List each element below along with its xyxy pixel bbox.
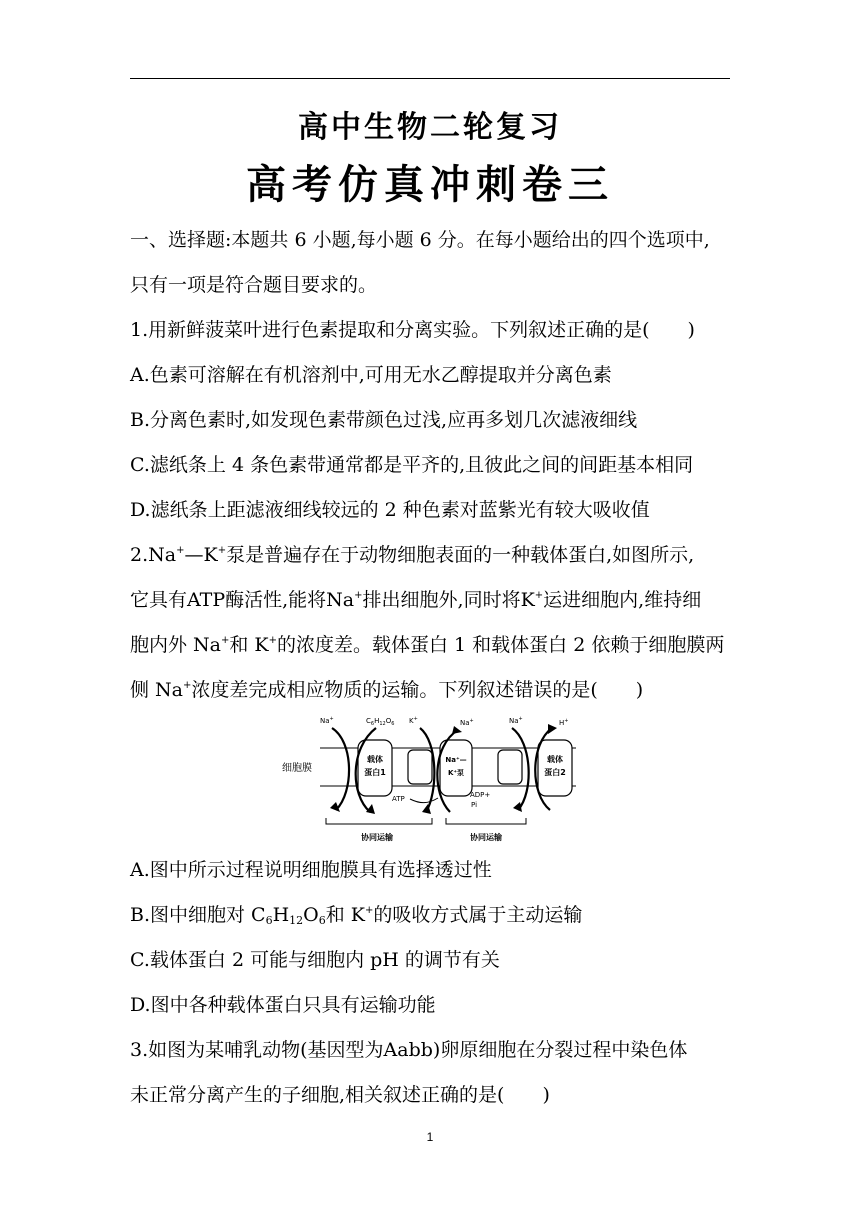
text-span: 运进细胞内,维持细 [543,589,702,611]
question-1-option-d: D.滤纸条上距滤液细线较远的 2 种色素对蓝紫光有较大吸收值 [130,499,650,521]
label-na-2 [460,718,474,727]
atp-arrow [410,798,438,803]
question-2-option-c: C.载体蛋白 2 可能与细胞内 pH 的调节有关 [130,949,500,971]
section-instructions-line2: 只有一项是符合题目要求的。 [130,274,378,296]
text-span: —K [184,544,218,566]
question-2-stem-line2 [130,586,730,614]
pi-label: Pi [471,801,478,809]
cotransport-bracket-1 [326,818,432,824]
header-rule [130,78,730,79]
label-k [409,716,418,725]
carrier-1-label-line1: 载体 [367,755,383,764]
label-na-1 [320,716,334,725]
text-span: 排出细胞外,同时将K [362,589,535,611]
arrow-head [548,724,557,734]
text-span: O [385,717,392,725]
document-subtitle: 高考仿真冲刺卷三 [246,161,614,208]
na-k-pump [440,740,472,796]
question-1-stem: 1.用新鲜菠菜叶进行色素提取和分离实验。下列叙述正确的是( ) [130,319,695,341]
label-na-3 [509,716,523,725]
text-span: C [366,717,371,725]
label-glucose [366,717,394,727]
text-span: Na [320,717,330,725]
question-3-stem-line1: 3.如图为某哺乳动物(基因型为Aabb)卵原细胞在分裂过程中染色体 [130,1039,688,1061]
text-span: 和 K [229,634,269,656]
pump-label-line2: K⁺泵 [447,769,465,777]
superscript-plus: + [469,718,474,724]
atp-label: ATP [392,795,405,803]
adp-label: ADP+ [470,791,491,799]
text-span: 它具有ATP酶活性,能将Na [130,589,355,611]
arrow-head [513,802,522,812]
superscript-plus: + [268,635,278,646]
cotransport-bracket-2 [446,818,526,824]
text-span: 和 K [325,904,365,926]
superscript-plus: + [564,718,569,724]
membrane-label: 细胞膜 [282,763,312,774]
channel-box [408,750,432,784]
text-span: H [559,719,565,727]
superscript-plus: + [413,716,418,722]
membrane-transport-diagram [280,712,580,850]
text-span: Na [509,717,519,725]
superscript-plus: + [183,680,192,691]
subscript-6: 6 [391,721,395,727]
question-2-option-b [130,901,730,929]
carrier-2-label-line2: 蛋白2 [544,768,566,777]
text-span: K [409,717,414,725]
subscript-6: 6 [318,914,326,927]
page-number: 1 [426,1130,434,1144]
text-span: 泵是普遍存在于动物细胞表面的一种载体蛋白,如图所示, [226,544,695,566]
carrier-2-label-line1: 载体 [547,755,563,764]
subscript-6: 6 [370,721,375,727]
superscript-plus: + [518,716,523,722]
text-span: 侧 Na [130,679,183,701]
text-span: B.图中细胞对 C [130,904,266,926]
text-span: 2.Na [130,544,177,566]
question-1-option-a: A.色素可溶解在有机溶剂中,可用无水乙醇提取并分离色素 [130,364,612,386]
section-instructions-line1: 一、选择题:本题共 6 小题,每小题 6 分。在每小题给出的四个选项中, [130,229,710,251]
question-2-stem-line3 [130,631,730,659]
subscript-12: 12 [289,914,304,927]
superscript-plus: + [217,545,227,556]
diagram-svg [280,712,580,850]
pump-label-line1: Na⁺— [445,756,467,764]
text-span: Na [460,719,470,727]
text-span: 胞内外 Na [130,634,221,656]
question-2-option-d: D.图中各种载体蛋白只具有运输功能 [130,994,436,1016]
subscript-12: 12 [379,721,386,727]
channel-box-2 [498,750,522,784]
subscript-6: 6 [265,914,273,927]
superscript-plus: + [221,635,230,646]
superscript-plus: + [329,716,334,722]
question-3-stem-line2: 未正常分离产生的子细胞,相关叙述正确的是( ) [130,1084,550,1106]
text-span: O [303,904,319,926]
text-span: 浓度差完成相应物质的运输。下列叙述错误的是( ) [191,679,644,701]
text-span: 的浓度差。载体蛋白 1 和载体蛋白 2 依赖于细胞膜两 [277,634,725,656]
arrow-na-in-1 [332,728,349,810]
carrier-1-label-line2: 蛋白1 [364,768,386,777]
document-title: 高中生物二轮复习 [298,110,562,145]
question-1-option-b: B.分离色素时,如发现色素带颜色过浅,应再多划几次滤液细线 [130,409,638,431]
text-span: H [272,904,290,926]
superscript-plus: + [354,590,363,601]
text-span: 的吸收方式属于主动运输 [373,904,583,926]
superscript-plus: + [534,590,544,601]
question-2-stem-line4 [130,676,730,704]
question-2-stem-line1 [130,541,730,569]
superscript-plus: + [176,545,185,556]
text-span: H [374,717,380,725]
cotransport-label-1: 协同运输 [361,833,393,842]
cotransport-label-2: 协同运输 [470,833,502,842]
question-1-option-c: C.滤纸条上 4 条色素带通常都是平齐的,且彼此之间的间距基本相同 [130,454,694,476]
label-h [559,718,568,727]
arrow-head [452,726,462,734]
question-2-option-a: A.图中所示过程说明细胞膜具有选择透过性 [130,859,492,881]
superscript-plus: + [364,905,374,916]
